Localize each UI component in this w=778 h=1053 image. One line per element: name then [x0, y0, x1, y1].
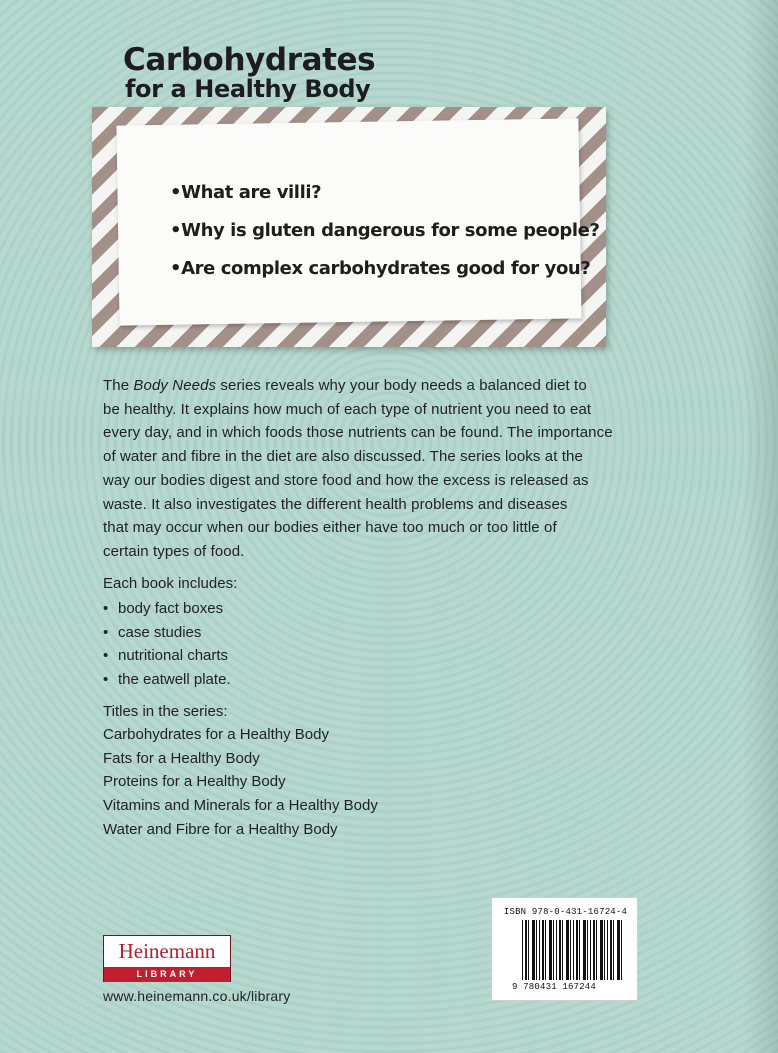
publisher-url: www.heinemann.co.uk/library: [103, 988, 291, 1004]
list-item-text: nutritional charts: [118, 647, 229, 665]
description-line: way our bodies digest and store food and how the excess is released as: [103, 471, 589, 489]
question-item: • Why is gluten dangerous for some people?: [170, 212, 590, 250]
series-title: Fats for a Healthy Body: [103, 749, 260, 767]
list-item-text: case studies: [118, 623, 202, 641]
includes-list: [103, 597, 231, 692]
description-line: every day, and in which foods those nutrients can be found. The importance: [103, 424, 613, 442]
book-title: [123, 44, 375, 102]
bullet-icon: •: [103, 600, 109, 617]
bullet-icon: •: [103, 647, 109, 665]
description-line: [103, 374, 663, 398]
list-item-text: body fact boxes: [118, 600, 224, 617]
description-suffix: series reveals why your body needs a balanced diet to: [216, 377, 587, 394]
title-line-1: Carbohydrates: [123, 42, 376, 78]
list-item: [103, 621, 231, 645]
description-line: that may occur when our bodies either have too much or too little of: [103, 519, 557, 537]
question-item: • Are complex carbohydrates good for you?: [170, 250, 590, 288]
isbn-barcode-box: [491, 897, 638, 1001]
series-title: Water and Fibre for a Healthy Body: [103, 820, 338, 838]
series-titles-heading: Titles in the series:: [103, 703, 228, 720]
list-item: [103, 644, 231, 668]
bullet-icon: •: [103, 671, 109, 689]
description-line: waste. It also investigates the different health problems and diseases: [103, 495, 568, 513]
barcode-image: [522, 920, 622, 980]
series-name: Body Needs: [133, 377, 217, 394]
series-description: [103, 374, 663, 564]
bullet-icon: •: [103, 623, 109, 641]
list-item: [103, 668, 231, 692]
series-title: Vitamins and Minerals for a Healthy Body: [103, 797, 378, 815]
spine-shadow: [744, 0, 778, 1053]
isbn-label: ISBN 978-0-431-16724-4: [503, 907, 628, 917]
description-line: of water and fibre in the diet are also discussed. The series looks at the: [103, 448, 583, 466]
list-item-text: the eatwell plate.: [118, 671, 231, 689]
list-item: [103, 597, 231, 621]
series-title: Carbohydrates for a Healthy Body: [103, 726, 329, 743]
description-line: be healthy. It explains how much of each type of nutrient you need to eat: [103, 400, 592, 418]
barcode-digits: 9 780431 167244: [512, 982, 597, 992]
logo-imprint: LIBRARY: [104, 967, 230, 982]
description-prefix: The: [103, 377, 134, 394]
title-line-2: for a Healthy Body: [125, 74, 371, 103]
logo-name: Heinemann: [104, 936, 230, 967]
question-list: [170, 174, 600, 288]
description-line: certain types of food.: [103, 542, 245, 560]
question-item: • What are villi?: [170, 174, 590, 212]
series-titles-list: [103, 723, 378, 841]
publisher-logo: [103, 935, 231, 982]
series-title: Proteins for a Healthy Body: [103, 773, 286, 791]
includes-heading: Each book includes:: [103, 575, 238, 592]
